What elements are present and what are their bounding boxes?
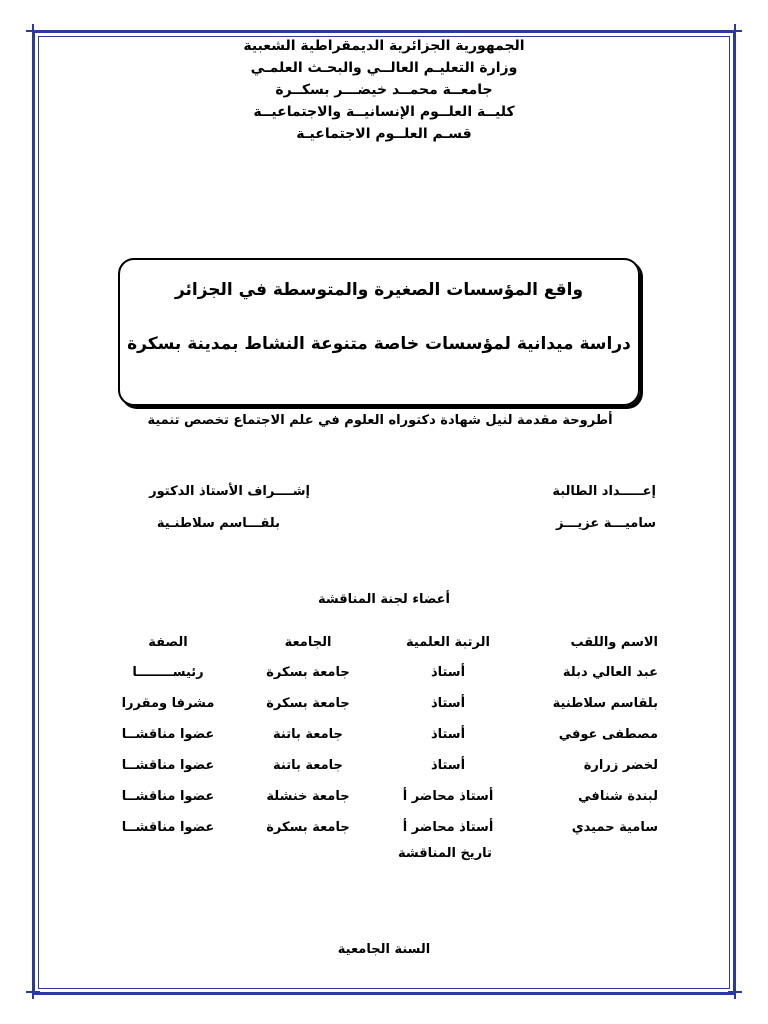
corner-ornament-bottom-left [26, 985, 40, 999]
committee-table [98, 627, 658, 843]
corner-ornament-top-right [728, 24, 742, 38]
member-role: عضوا مناقشــا [121, 758, 215, 773]
member-rank: أستاذ [430, 696, 466, 711]
supervisor-name: بلقـــاسم سلاطنـية [156, 516, 280, 531]
member-name: لبندة شنافي [578, 789, 658, 804]
table-row [98, 781, 658, 812]
member-university: جامعة خنشلة [266, 789, 350, 804]
member-university: جامعة بسكرة [266, 665, 350, 680]
member-role: مشرفا ومقررا [121, 696, 215, 711]
member-rank: أستاذ محاضر أ [402, 789, 494, 804]
member-name: مصطفى عوفي [558, 727, 658, 742]
member-name: بلقاسم سلاطنية [552, 696, 658, 711]
header-name: الاسم واللقب [570, 634, 658, 650]
member-name: لخضر زرارة [583, 758, 658, 773]
academic-year-label: السنة الجامعية [337, 942, 431, 957]
header-rank: الرتبة العلمية [406, 634, 490, 650]
corner-ornament-top-left [26, 24, 40, 38]
member-role: عضوا مناقشــا [121, 727, 215, 742]
table-row [98, 719, 658, 750]
member-name: سامية حميدي [571, 820, 658, 835]
table-row [98, 657, 658, 688]
member-role: رئيســــــــا [132, 665, 204, 680]
member-university: جامعة بسكرة [266, 820, 350, 835]
header-department: قسـم العلــوم الاجتماعيـة [296, 126, 472, 142]
header-role: الصفة [148, 634, 188, 650]
member-university: جامعة بسكرة [266, 696, 350, 711]
member-name: عبد العالي دبلة [562, 665, 658, 680]
supervisor-label: إشــــراف الأستاذ الدكتور [149, 484, 310, 499]
table-row [98, 750, 658, 781]
member-rank: أستاذ محاضر أ [402, 820, 494, 835]
header-university: الجامعة [284, 634, 332, 650]
header-university: جامعــة محمــد خيضـــر بسكــرة [275, 82, 493, 98]
degree-statement: أطروحة مقدمة لنيل شهادة دكتوراه العلوم في علم الاجتماع تخصص تنمية [147, 413, 613, 428]
member-rank: أستاذ [430, 758, 466, 773]
thesis-title: واقع المؤسسات الصغيرة والمتوسطة في الجزائر [174, 280, 584, 300]
header-republic: الجمهورية الجزائرية الديمقراطية الشعبية [243, 38, 525, 54]
member-university: جامعة باتنة [273, 758, 343, 773]
header-ministry: وزارة التعليـم العالــي والبحـث العلمـي [250, 60, 518, 76]
member-rank: أستاذ [430, 665, 466, 680]
member-rank: أستاذ [430, 727, 466, 742]
corner-ornament-bottom-right [728, 985, 742, 999]
table-row [98, 812, 658, 843]
committee-title: أعضاء لجنة المناقشة [317, 592, 451, 607]
student-label: إعـــــداد الطالبة [552, 484, 656, 499]
member-role: عضوا مناقشــا [121, 820, 215, 835]
committee-header-row [98, 627, 658, 657]
table-row [98, 688, 658, 719]
header-faculty: كليــة العلــوم الإنسانيــة والاجتماعيــة [253, 104, 515, 120]
member-university: جامعة باتنة [273, 727, 343, 742]
defense-date-label: تاريخ المناقشة [398, 846, 492, 861]
student-name: ساميـــة عزيـــز [555, 516, 656, 531]
member-role: عضوا مناقشــا [121, 789, 215, 804]
thesis-subtitle: دراسة ميدانية لمؤسسات خاصة متنوعة النشاط بمدينة بسكرة [127, 334, 631, 354]
